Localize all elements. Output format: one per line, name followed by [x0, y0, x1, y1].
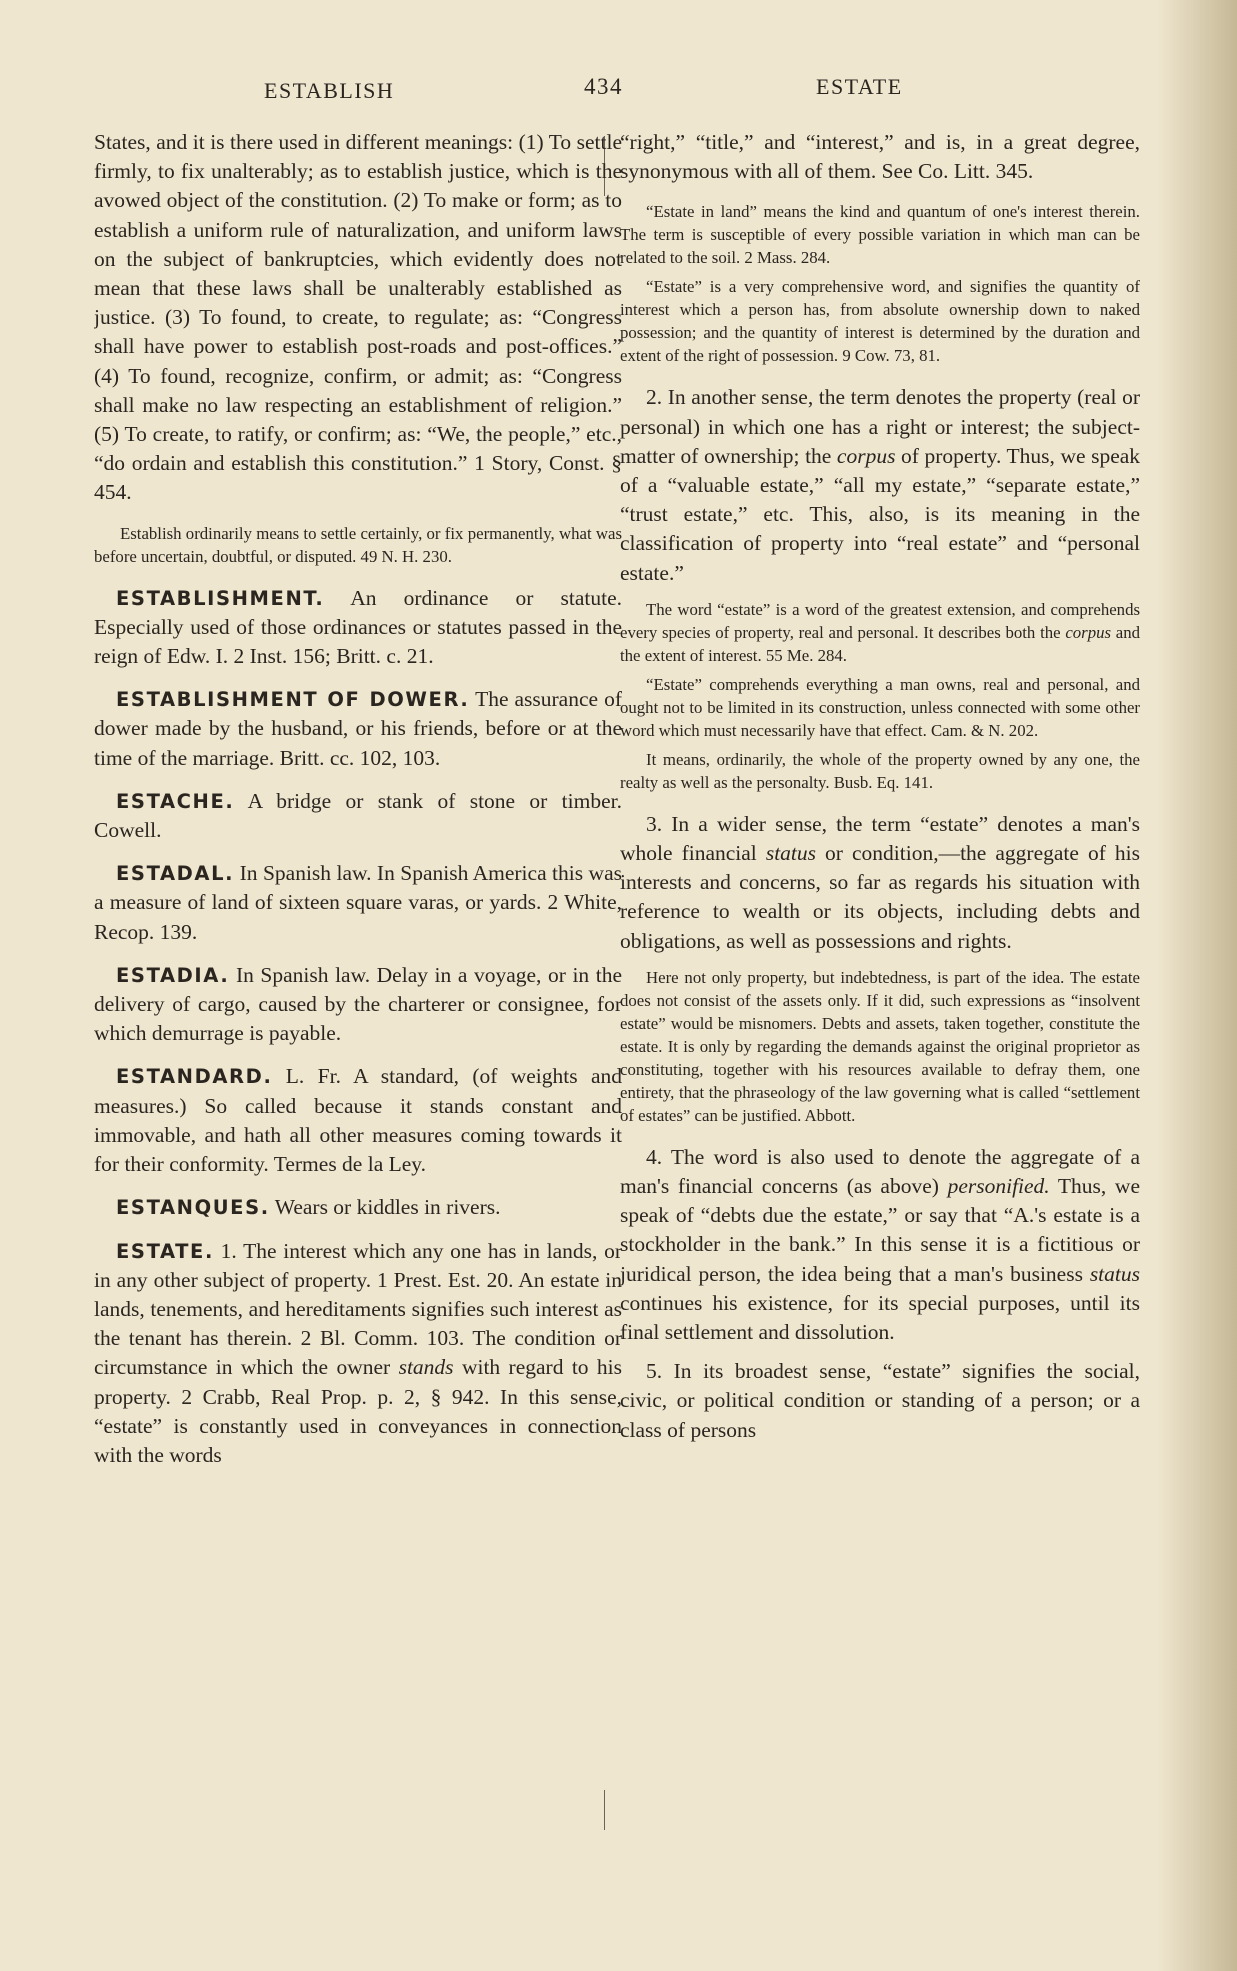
note-text: The word “estate” is a word of the greatest extension, and comprehends every species of property, real and personal. It describes both the [620, 599, 1140, 642]
entry-note: It means, ordinarily, the whole of the property owned by any one, the realty as well as the personalty. Busb. Eq. 141. [620, 749, 1140, 792]
continued-entry-text: “right,” “title,” and “interest,” and is, in a great degree, synonymous with all of them. See Co. Litt. 345. [620, 130, 1140, 184]
emphasis: personified. [947, 1174, 1050, 1199]
entry-note: “Estate” comprehends everything a man owns, real and personal, and ought not to be limited in its construction, unless connected with some other word which must necessarily have that effect. Cam. & N. 202. [620, 674, 1140, 740]
emphasis: status [765, 841, 817, 866]
entry-estate [94, 1237, 622, 1471]
emphasis: status [1089, 1261, 1140, 1286]
emphasis: stands [398, 1355, 454, 1380]
headword: ESTADIA. [116, 963, 230, 987]
emphasis: corpus [1065, 622, 1112, 642]
right-column [620, 128, 1140, 1828]
entry-establishment-of-dower [94, 685, 622, 773]
entry-note [620, 598, 1140, 667]
definition-cont: with regard to his property. 2 Crabb, Real Prop. p. 2, § 942. In this sense, “estate” is constantly used in conveyances in connection with the words [94, 1355, 622, 1467]
definition: A bridge or stank of stone or timber. Cowell. [94, 788, 622, 843]
headword: ESTABLISHMENT. [116, 586, 325, 610]
sense-3 [620, 810, 1140, 956]
entry-estadal [94, 859, 622, 947]
note-text: and the extent of interest. 55 Me. 284. [620, 622, 1140, 665]
entry-estadia [94, 961, 622, 1049]
page-number: 434 [584, 74, 623, 99]
continued-entry-text: States, and it is there used in different meanings: (1) To settle firmly, to fix unalterably; as to establish justice, which is the avowed object of the constitution. (2) To make or form; as to establish a uniform rule of naturalization, and uniform laws on the subject of bankruptcies, which evidently does not mean that these laws shall be unalterably established as justice. (3) To found, to create, to regulate; as: “Congress shall have power to establish post-roads and post-offices.” (4) To found, recognize, confirm, or admit; as: “Congress shall make no law respecting an establishment of religion.” (5) To create, to ratify, or confirm; as: “We, the people,” etc., “do ordain and establish this constitution.” 1 Story, Const. § 454. [94, 130, 622, 505]
entry-note: “Estate” is a very comprehensive word, and signifies the quantity of interest which a person has, from absolute ownership down to naked possession; and the quantity of interest is determined by the duration and extent of the right of possession. 9 Cow. 73, 81. [620, 277, 1140, 366]
left-guide-word: ESTABLISH [264, 78, 395, 103]
headword: ESTANDARD. [116, 1065, 273, 1089]
sense-text: 3. In a wider sense, the term “estate” denotes a man's whole financial [620, 811, 1140, 866]
headword: ESTATE. [116, 1239, 214, 1263]
sense-2 [620, 383, 1140, 587]
page-gutter-shadow [1157, 0, 1237, 1971]
entry-estandard [94, 1062, 622, 1179]
definition: L. Fr. A standard, (of weights and measures.) So called because it stands constant and immovable, and hath all other measures coming towards it for their conformity. Termes de la Ley. [94, 1064, 622, 1177]
sense-text: or condition,—the aggregate of his interests and concerns, so far as regards his situation with reference to wealth or its objects, including debts and obligations, as well as possessions and rights. [620, 841, 1140, 953]
headword: ESTADAL. [116, 862, 235, 886]
headword: ESTABLISHMENT OF DOWER. [116, 688, 470, 712]
definition: Wears or kiddles in rivers. [274, 1195, 501, 1220]
emphasis: corpus [836, 443, 896, 468]
entry-estache [94, 787, 622, 845]
definition: In Spanish law. In Spanish America this was a measure of land of sixteen square varas, or yards. 2 White, Recop. 139. [94, 861, 622, 944]
right-guide-word: ESTATE [816, 74, 903, 99]
entry-estanques [94, 1193, 622, 1222]
sense-5: 5. In its broadest sense, “estate” signifies the social, civic, or political condition or standing of a person; or a class of persons [620, 1359, 1140, 1442]
definition: 1. The interest which any one has in lands, or in any other subject of property. 1 Prest. Est. 20. An estate in lands, tenements, and hereditaments signifies such interest as the tenant has therein. 2 Bl. Comm. 103. The condition or circumstance in which the owner [94, 1238, 622, 1380]
sense-4 [620, 1143, 1140, 1347]
headword: ESTACHE. [116, 789, 235, 813]
entry-note: Here not only property, but indebtedness, is part of the idea. The estate does not consist of the assets only. If it did, such expressions as “insolvent estate” would be misnomers. Debts and assets, taken together, constitute the estate. It is only by regarding the demands against the original proprietor as constituting, together with his resources available to defray them, one entirety, that the phraseology of the law governing what is called “settlement of estates” can be justified. Abbott. [620, 967, 1140, 1125]
sense-text: of property. Thus, we speak of a “valuable estate,” “all my estate,” “separate estate,” “trust estate,” etc. This, also, is its meaning in the classification of property into “real estate” and “personal estate.” [620, 443, 1140, 585]
running-header [0, 74, 1237, 110]
entry-establishment [94, 584, 622, 672]
left-column [94, 128, 622, 1828]
headword: ESTANQUES. [116, 1196, 270, 1220]
sense-text: 4. The word is also used to denote the aggregate of a man's financial concerns (as above) [620, 1144, 1140, 1199]
sense-text: 2. In another sense, the term denotes the property (real or personal) in which one has a right or interest; the subject-matter of ownership; the [620, 385, 1140, 468]
definition: An ordinance or statute. Especially used of those ordinances or statutes passed in the reign of Edw. I. 2 Inst. 156; Britt. c. 21. [94, 585, 622, 669]
entry-note: “Estate in land” means the kind and quantum of one's interest therein. The term is susceptible of every possible variation in which man can be related to the soil. 2 Mass. 284. [620, 202, 1140, 268]
sense-text: continues his existence, for its special purposes, until its final settlement and dissolution. [620, 1290, 1140, 1345]
entry-note: Establish ordinarily means to settle certainly, or fix permanently, what was before uncertain, doubtful, or disputed. 49 N. H. 230. [94, 523, 622, 566]
sense-text: Thus, we speak of “debts due the estate,” or say that “A.'s estate is a stockholder in the bank.” In this sense it is a fictitious or juridical person, the idea being that a man's business [620, 1174, 1140, 1286]
definition: The assurance of dower made by the husband, or his friends, before or at the time of the marriage. Britt. cc. 102, 103. [94, 687, 622, 770]
definition: In Spanish law. Delay in a voyage, or in the delivery of cargo, caused by the charterer or consignee, for which demurrage is payable. [94, 962, 622, 1046]
